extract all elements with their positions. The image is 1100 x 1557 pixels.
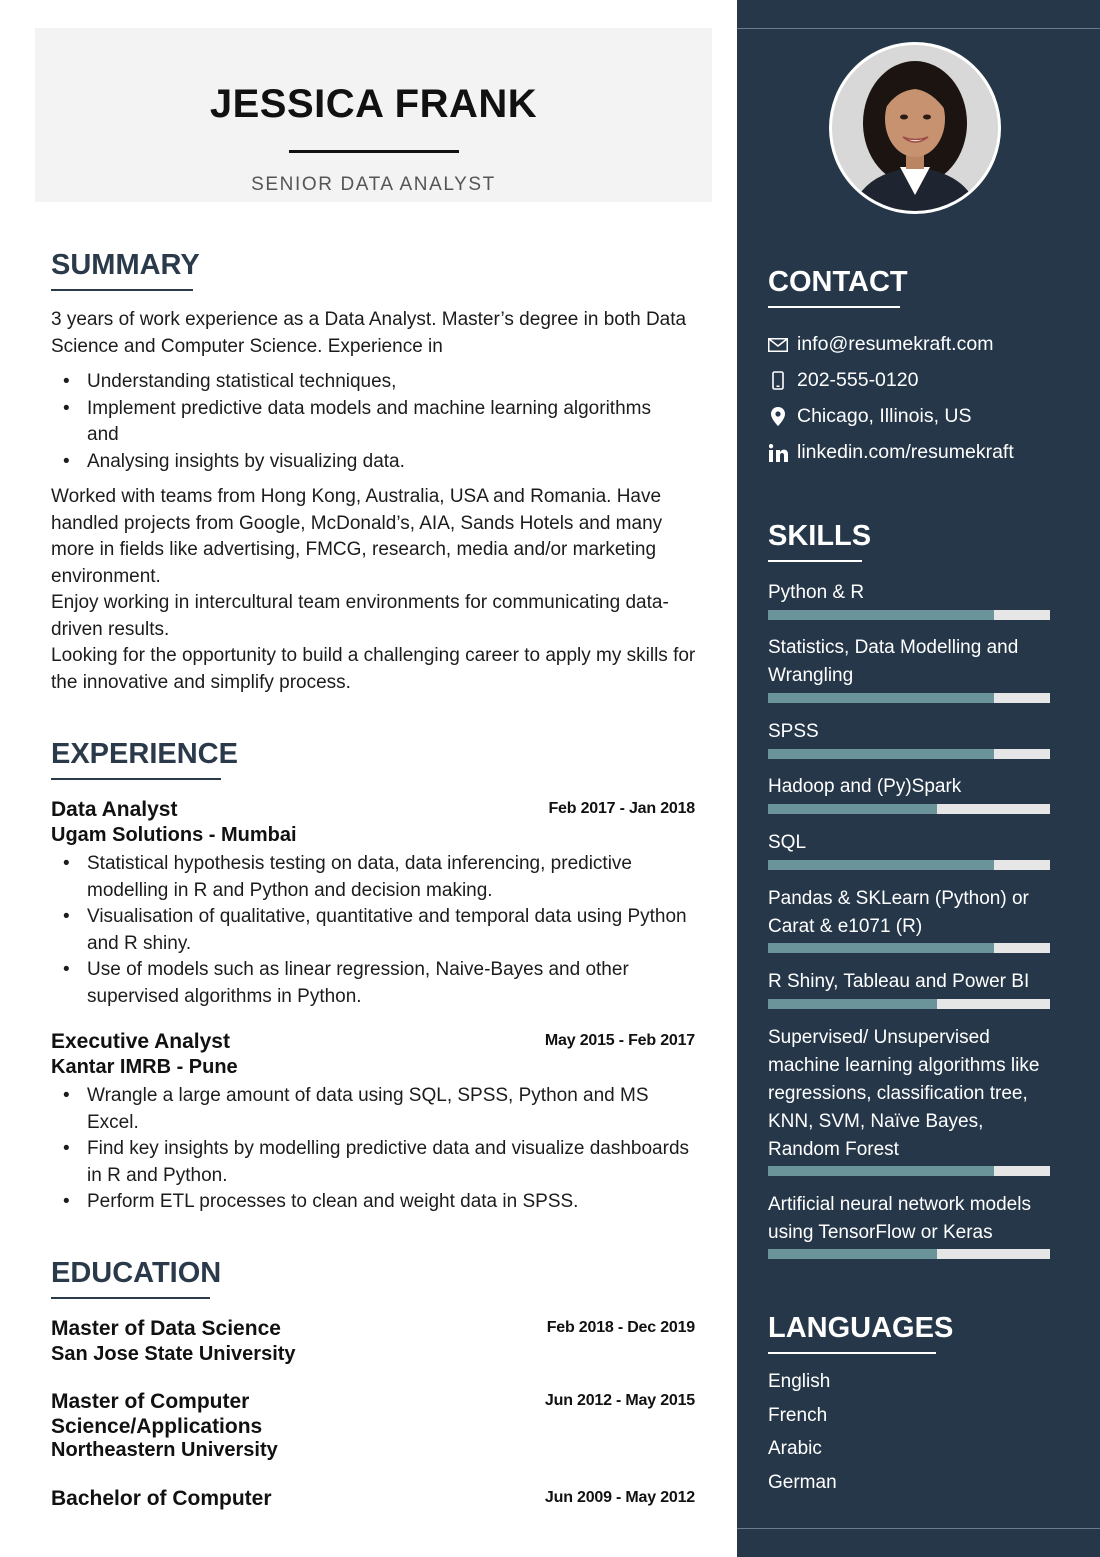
edu-dates: Feb 2018 - Dec 2019 xyxy=(546,1319,695,1336)
edu-degree: Master of Data Science xyxy=(51,1317,281,1340)
summary-paragraph-1: Worked with teams from Hong Kong, Australia, USA and Romania. Have handled projects from Google, McDonald’s, AIA, Sands Hotels and many more in fields like advertising, FMCG, research, media and/or marketing environment. xyxy=(51,486,663,587)
skills-heading: SKILLS xyxy=(768,520,872,552)
contact-heading: CONTACT xyxy=(768,266,908,298)
skill-bar xyxy=(768,943,1050,953)
language-item: French xyxy=(768,1405,828,1426)
list-item: • Statistical hypothesis testing on data, data inferencing, predictive modelling in R and Python and decision making. xyxy=(51,851,701,904)
list-item: • Perform ETL processes to clean and weight data in SPSS. xyxy=(51,1189,701,1216)
skill-bar-fill xyxy=(768,749,994,759)
experience-heading: EXPERIENCE xyxy=(51,738,238,770)
skill-name: SPSS xyxy=(768,721,819,742)
contact-underline xyxy=(768,306,900,308)
languages-heading: LANGUAGES xyxy=(768,1312,954,1344)
skills-underline xyxy=(768,560,862,562)
job-dates: May 2015 - Feb 2017 xyxy=(544,1032,695,1049)
skill-name: Artificial neural network models using TensorFlow or Keras xyxy=(768,1194,1031,1243)
list-item: • Visualisation of qualitative, quantitative and temporal data using Python and R shiny. xyxy=(51,904,701,957)
job-company: Ugam Solutions - Mumbai xyxy=(51,824,297,846)
contact-linkedin[interactable] xyxy=(768,441,1014,464)
job-dates: Feb 2017 - Jan 2018 xyxy=(548,800,695,817)
edu-dates: Jun 2009 - May 2012 xyxy=(544,1489,695,1506)
contact-location-text: Chicago, Illinois, US xyxy=(797,405,972,427)
skill-bar xyxy=(768,693,1050,703)
language-item: English xyxy=(768,1371,831,1392)
contact-email[interactable] xyxy=(768,333,993,356)
contact-phone[interactable] xyxy=(768,369,918,392)
job-bullets xyxy=(51,851,701,1010)
list-item: • Analysing insights by visualizing data. xyxy=(51,449,701,476)
contact-phone-text: 202-555-0120 xyxy=(797,369,919,391)
skill-name: Python & R xyxy=(768,582,865,603)
education-underline xyxy=(51,1297,210,1299)
skill-bar xyxy=(768,610,1050,620)
summary-paragraph-2: Enjoy working in intercultural team environments for communicating data-driven results. xyxy=(51,592,669,640)
skill-bar-fill xyxy=(768,860,994,870)
contact-location xyxy=(768,405,972,428)
skill-name: Hadoop and (Py)Spark xyxy=(768,776,962,797)
education-heading: EDUCATION xyxy=(51,1257,222,1289)
skill-bar xyxy=(768,1249,1050,1259)
summary-paragraph-3: Looking for the opportunity to build a challenging career to apply my skills for the innovative and simplify process. xyxy=(51,645,696,693)
list-item: • Implement predictive data models and machine learning algorithms and xyxy=(51,396,701,449)
skill-bar-fill xyxy=(768,1249,937,1259)
skill-bar xyxy=(768,749,1050,759)
profile-photo xyxy=(829,42,1001,214)
edu-school: San Jose State University xyxy=(51,1343,296,1365)
job-role: Executive Analyst xyxy=(51,1030,230,1053)
skill-bar-fill xyxy=(768,693,994,703)
skill-bar-fill xyxy=(768,943,994,953)
summary-underline xyxy=(51,289,193,291)
job-company: Kantar IMRB - Pune xyxy=(51,1056,238,1078)
edu-dates: Jun 2012 - May 2015 xyxy=(544,1392,695,1409)
skill-name: Pandas & SKLearn (Python) or Carat & e1071 (R) xyxy=(768,888,1029,937)
language-item: Arabic xyxy=(768,1438,822,1459)
skill-name: SQL xyxy=(768,832,807,853)
linkedin-icon xyxy=(768,443,788,463)
profile-photo-illustration xyxy=(832,45,998,211)
location-pin-icon xyxy=(768,407,788,427)
list-item: • Use of models such as linear regression, Naive-Bayes and other supervised algorithms in Python. xyxy=(51,957,701,1010)
name-divider xyxy=(289,150,459,153)
skill-bar xyxy=(768,804,1050,814)
edu-degree: Master of Computer Science/Applications xyxy=(51,1390,263,1438)
contact-email-text: info@resumekraft.com xyxy=(797,333,994,355)
sidebar-divider-top xyxy=(737,28,1100,29)
languages-underline xyxy=(768,1352,936,1354)
skill-bar-fill xyxy=(768,999,937,1009)
job-role: Data Analyst xyxy=(51,798,178,821)
edu-degree: Bachelor of Computer xyxy=(51,1487,272,1510)
skill-bar xyxy=(768,860,1050,870)
candidate-name: JESSICA FRANK xyxy=(209,82,538,126)
summary-heading: SUMMARY xyxy=(51,249,200,281)
edu-school: Northeastern University xyxy=(51,1439,278,1461)
summary-intro: 3 years of work experience as a Data Analyst. Master’s degree in both Data Science and Computer Science. Experience in xyxy=(51,309,687,357)
contact-linkedin-text: linkedin.com/resumekraft xyxy=(797,441,1014,463)
sidebar-divider-bottom xyxy=(737,1528,1100,1529)
skill-name: R Shiny, Tableau and Power BI xyxy=(768,971,1030,992)
header-box xyxy=(35,28,712,202)
skill-name: Statistics, Data Modelling and Wrangling xyxy=(768,637,1019,686)
list-item: • Wrangle a large amount of data using SQL, SPSS, Python and MS Excel. xyxy=(51,1083,701,1136)
phone-icon xyxy=(768,371,788,391)
language-item: German xyxy=(768,1472,837,1493)
job-bullets xyxy=(51,1083,701,1216)
list-item: • Understanding statistical techniques, xyxy=(51,369,701,396)
list-item: • Find key insights by modelling predictive data and visualize dashboards in R and Python. xyxy=(51,1136,701,1189)
mail-icon xyxy=(768,335,788,355)
skill-bar-fill xyxy=(768,610,994,620)
skill-bar xyxy=(768,999,1050,1009)
skill-bar-fill xyxy=(768,1166,994,1176)
skill-name: Supervised/ Unsupervised machine learning algorithms like regressions, classification tree, KNN, SVM, Naïve Bayes, Random Forest xyxy=(768,1027,1040,1160)
skill-bar xyxy=(768,1166,1050,1176)
experience-underline xyxy=(51,778,221,780)
summary-bullets xyxy=(51,369,701,475)
skill-bar-fill xyxy=(768,804,937,814)
job-title: SENIOR DATA ANALYST xyxy=(251,174,496,195)
